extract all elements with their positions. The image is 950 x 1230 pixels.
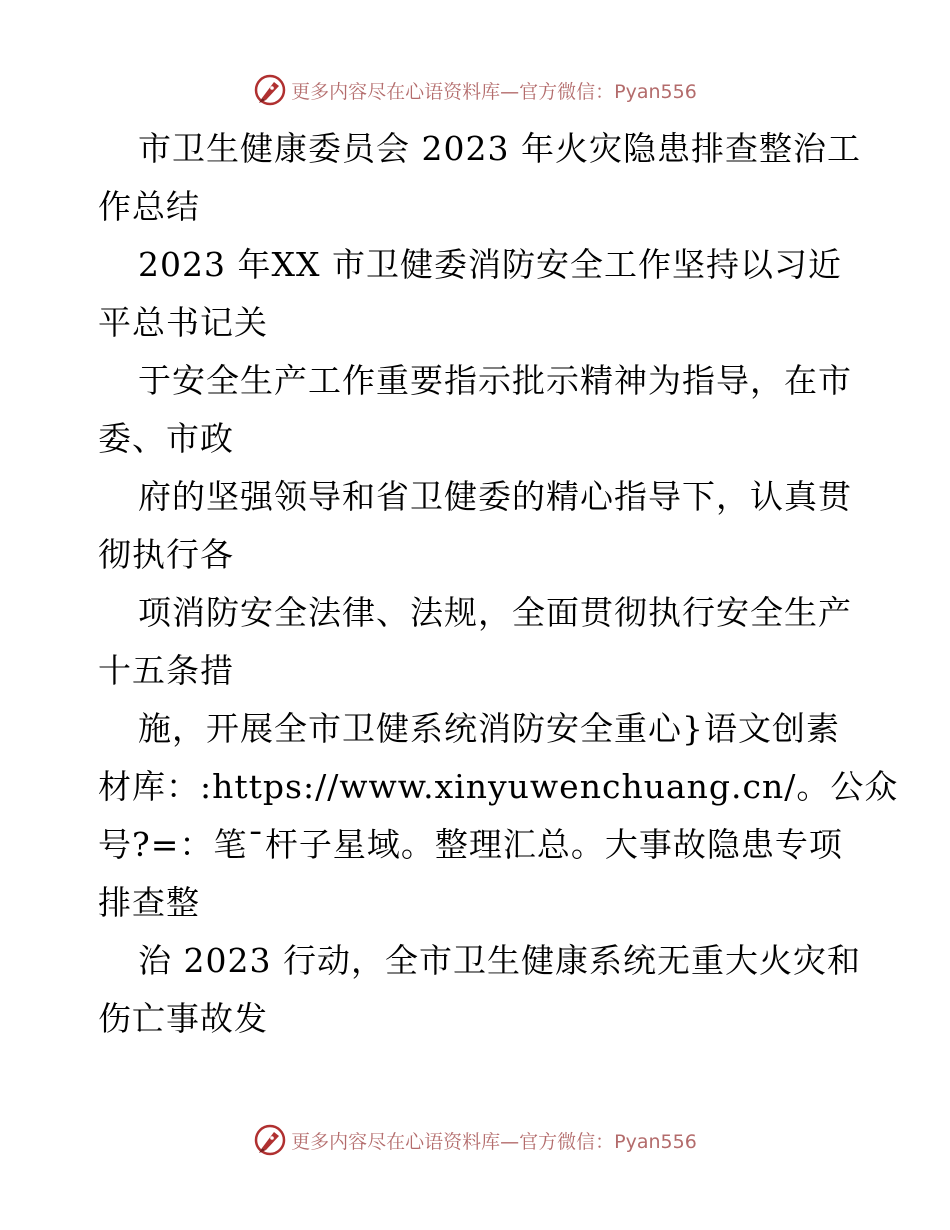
footer-watermark [0,1120,950,1160]
text-line: 作总结 [98,187,200,226]
text-line: 施，开展全市卫健系统消防安全重心}语文创素 [138,709,840,748]
text-line: 2023 年XX 市卫健委消防安全工作坚持以习近 [138,245,842,284]
text-line: 市卫生健康委员会 2023 年火灾隐患排查整治工 [138,129,861,168]
header-watermark [0,70,950,110]
text-line: 委、市政 [98,419,234,458]
text-line: 项消防安全法律、法规，全面贯彻执行安全生产 [138,593,852,632]
text-line: 排查整 [98,883,200,922]
text-line: 治 2023 行动，全市卫生健康系统无重大火灾和 [138,941,861,980]
text-line: 伤亡事故发 [98,999,268,1038]
text-line: 材库：:https://www.xinyuwenchuang.cn/。公众 [98,767,899,806]
text-line: 平总书记关 [98,303,268,342]
footer-brand-text: 更多内容尽在心语资料库—官方微信：Pyan556 [291,1130,697,1153]
text-line: 府的坚强领导和省卫健委的精心指导下，认真贯 [138,477,852,516]
pen-nib-logo-icon [253,1123,287,1157]
document-body [98,120,899,1048]
header-brand-text: 更多内容尽在心语资料库—官方微信：Pyan556 [291,80,697,103]
text-line: 十五条措 [98,651,234,690]
text-line: 号?=：笔¯杆子星域。整理汇总。大事故隐患专项 [98,825,843,864]
text-line: 于安全生产工作重要指示批示精神为指导，在市 [138,361,852,400]
text-line: 彻执行各 [98,535,234,574]
pen-nib-logo-icon [253,73,287,107]
